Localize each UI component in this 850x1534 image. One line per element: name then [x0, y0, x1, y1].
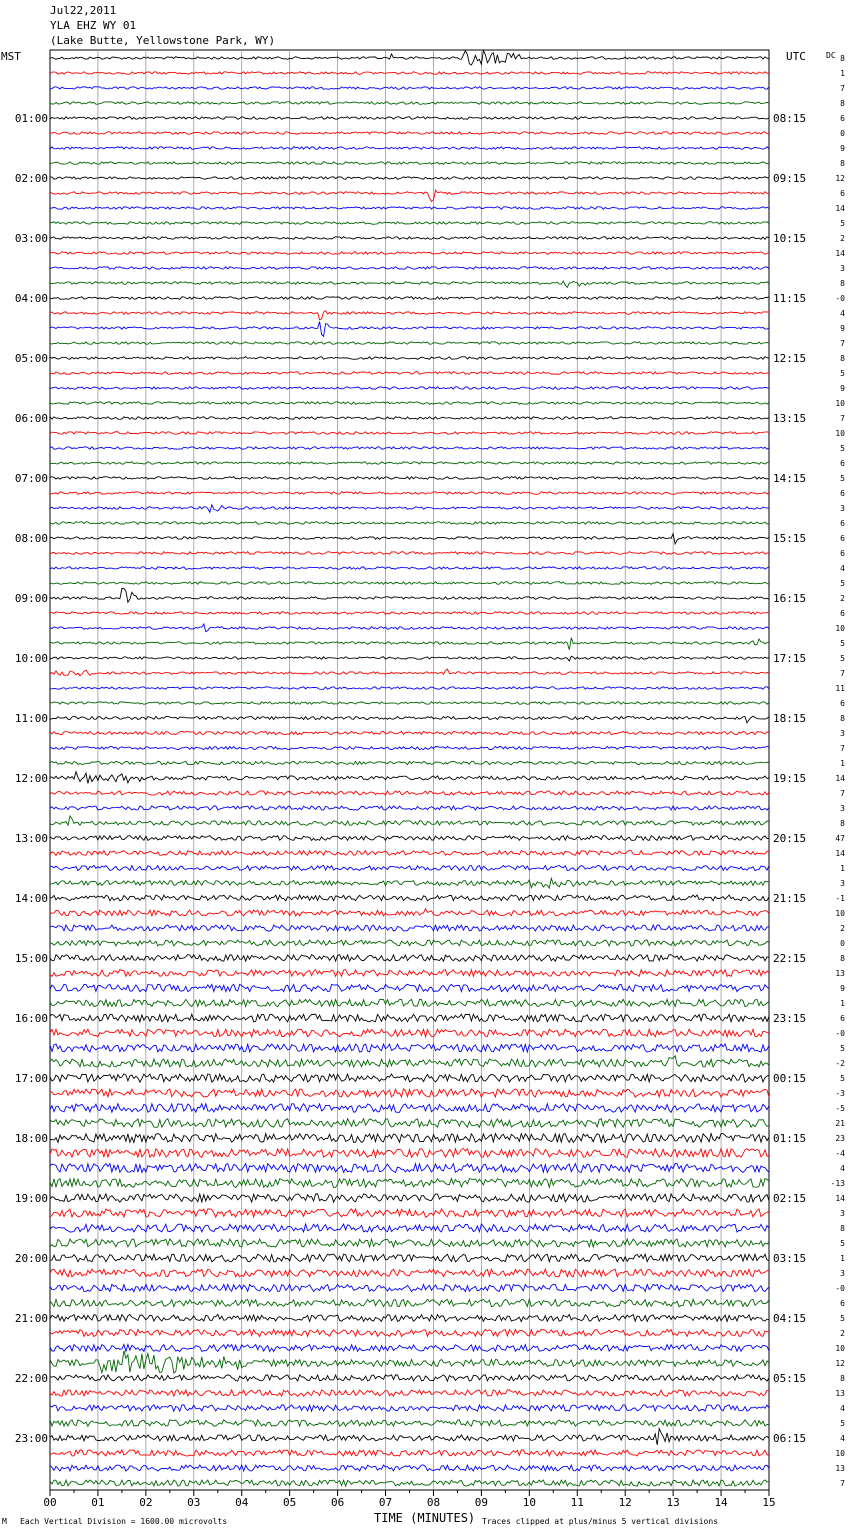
seismic-trace [50, 687, 769, 690]
x-tick-label: 08 [426, 1496, 441, 1509]
utc-hour-label: 05:15 [773, 1372, 807, 1385]
mst-hour-label: 16:00 [14, 1012, 48, 1025]
seismic-trace [50, 582, 769, 585]
dc-offset-label: 4 [840, 1404, 845, 1413]
corner-mark: M [2, 1517, 7, 1526]
seismic-trace [50, 1351, 769, 1373]
seismic-trace [50, 955, 769, 962]
dc-offset-label: 5 [840, 1239, 845, 1248]
seismic-trace [50, 791, 769, 795]
dc-offset-label: 8 [840, 54, 845, 63]
scale-note: Each Vertical Division = 1600.00 microvolts [20, 1517, 228, 1526]
dc-offset-label: 1 [840, 1254, 845, 1263]
dc-offset-label: 5 [840, 1419, 845, 1428]
dc-offset-label: 7 [840, 84, 845, 93]
dc-offset-label: 10 [835, 1344, 845, 1353]
x-tick-label: 01 [91, 1496, 105, 1509]
utc-hour-label: 03:15 [773, 1252, 807, 1265]
seismic-trace [50, 1345, 769, 1352]
dc-offset-label: 4 [840, 309, 845, 318]
seismic-trace [50, 222, 769, 225]
mst-hour-label: 01:00 [14, 112, 48, 125]
dc-offset-label: 1 [840, 999, 845, 1008]
dc-offset-label: 9 [840, 984, 845, 993]
seismic-trace [50, 117, 769, 120]
dc-offset-label: 8 [840, 159, 845, 168]
utc-hour-label: 06:15 [773, 1432, 807, 1445]
dc-offset-label: 0 [840, 939, 845, 948]
dc-offset-label: 6 [840, 534, 845, 543]
mst-hour-label: 21:00 [14, 1312, 48, 1325]
x-tick-label: 12 [618, 1496, 632, 1509]
mst-hour-label: 02:00 [14, 172, 48, 185]
dc-offset-label: 10 [835, 909, 845, 918]
mst-hour-label: 13:00 [14, 832, 48, 845]
x-tick-label: 00 [43, 1496, 57, 1509]
dc-offset-label: 9 [840, 384, 845, 393]
utc-hour-label: 13:15 [773, 412, 807, 425]
mst-hour-label: 11:00 [14, 712, 48, 725]
seismic-trace [50, 612, 769, 615]
seismic-trace [50, 1480, 769, 1486]
seismic-trace [50, 702, 769, 705]
dc-offset-label: 6 [840, 189, 845, 198]
dc-offset-label: 3 [840, 804, 845, 813]
seismic-trace [50, 909, 769, 916]
mst-hour-label: 07:00 [14, 472, 48, 485]
mst-hour-label: 10:00 [14, 652, 48, 665]
utc-hour-label: 01:15 [773, 1132, 807, 1145]
seismic-trace [50, 1149, 769, 1158]
dc-offset-label: 1 [840, 864, 845, 873]
seismic-trace [50, 342, 769, 345]
dc-offset-label: 6 [840, 519, 845, 528]
dc-offset-label: 3 [840, 1269, 845, 1278]
dc-offset-label: 6 [840, 114, 845, 123]
seismic-trace [50, 1014, 769, 1022]
dc-offset-label: 2 [840, 234, 845, 243]
seismic-trace [50, 716, 769, 723]
dc-offset-label: 5 [840, 654, 845, 663]
seismic-trace [50, 147, 769, 150]
seismic-trace [50, 177, 769, 180]
utc-hour-label: 09:15 [773, 172, 807, 185]
seismic-trace [50, 1299, 769, 1306]
dc-offset-label: 8 [840, 1374, 845, 1383]
dc-offset-label: 14 [835, 204, 845, 213]
seismic-trace [50, 816, 769, 825]
seismic-trace [50, 505, 769, 513]
seismic-trace [50, 731, 769, 734]
seismic-trace [50, 1429, 769, 1445]
seismic-trace [50, 1239, 769, 1247]
seismic-trace [50, 1164, 769, 1173]
mst-hour-label: 15:00 [14, 952, 48, 965]
dc-offset-label: 6 [840, 489, 845, 498]
utc-hour-label: 19:15 [773, 772, 807, 785]
utc-hour-label: 22:15 [773, 952, 807, 965]
dc-offset-label: 47 [835, 834, 845, 843]
mst-hour-label: 22:00 [14, 1372, 48, 1385]
dc-offset-label: 11 [835, 684, 845, 693]
seismic-trace [50, 1179, 769, 1188]
dc-offset-label: 3 [840, 264, 845, 273]
dc-offset-label: 5 [840, 1044, 845, 1053]
utc-hour-label: 23:15 [773, 1012, 807, 1025]
dc-offset-label: 5 [840, 219, 845, 228]
dc-offset-label: 7 [840, 789, 845, 798]
seismic-trace [50, 1104, 769, 1113]
seismic-trace [50, 567, 769, 570]
mst-hour-label: 18:00 [14, 1132, 48, 1145]
seismic-trace [50, 417, 769, 420]
dc-offset-label: 12 [835, 1359, 845, 1368]
seismic-trace [50, 1284, 769, 1291]
dc-offset-label: 7 [840, 339, 845, 348]
dc-offset-label: 5 [840, 444, 845, 453]
dc-offset-label: 3 [840, 879, 845, 888]
seismic-trace [50, 447, 769, 450]
mst-hour-label: 04:00 [14, 292, 48, 305]
seismic-trace [50, 806, 769, 810]
plot-frame [50, 50, 769, 1490]
utc-hour-label: 16:15 [773, 592, 807, 605]
dc-offset-label: 2 [840, 1329, 845, 1338]
seismic-trace [50, 1209, 769, 1217]
x-tick-label: 02 [139, 1496, 153, 1509]
seismic-trace [50, 322, 769, 337]
seismic-trace [50, 1465, 769, 1471]
dc-offset-label: 3 [840, 504, 845, 513]
dc-offset-label: 9 [840, 324, 845, 333]
seismic-trace [50, 534, 769, 544]
dc-offset-label: 14 [835, 249, 845, 258]
seismic-trace [50, 746, 769, 749]
utc-hour-label: 17:15 [773, 652, 807, 665]
dc-offset-label: 14 [835, 774, 845, 783]
dc-offset-label: 5 [840, 1314, 845, 1323]
dc-offset-label: -0 [835, 294, 845, 303]
seismic-trace [50, 1450, 769, 1456]
seismic-trace [50, 656, 769, 661]
dc-offset-label: 6 [840, 699, 845, 708]
mst-hour-label: 23:00 [14, 1432, 48, 1445]
seismic-trace [50, 1390, 769, 1396]
x-tick-label: 09 [474, 1496, 489, 1509]
seismic-trace [50, 940, 769, 946]
utc-hour-label: 15:15 [773, 532, 807, 545]
seismic-trace [50, 552, 769, 555]
dc-offset-label: 10 [835, 399, 845, 408]
seismic-trace [50, 1119, 769, 1128]
mst-hour-label: 14:00 [14, 892, 48, 905]
utc-hour-label: 21:15 [773, 892, 807, 905]
dc-offset-label: 7 [840, 1479, 845, 1488]
seismic-trace [50, 1044, 769, 1052]
seismic-trace [50, 477, 769, 480]
dc-offset-label: 23 [835, 1134, 845, 1143]
seismic-trace [50, 1029, 769, 1037]
dc-offset-label: 21 [835, 1119, 845, 1128]
mst-hour-label: 03:00 [14, 232, 48, 245]
dc-offset-label: 4 [840, 564, 845, 573]
utc-hour-label: 18:15 [773, 712, 807, 725]
utc-hour-label: 02:15 [773, 1192, 807, 1205]
seismic-trace [50, 624, 769, 632]
seismic-trace [50, 1375, 769, 1381]
x-tick-label: 05 [283, 1496, 297, 1509]
seismic-trace [50, 462, 769, 465]
dc-offset-label: 6 [840, 549, 845, 558]
dc-offset-label: 8 [840, 279, 845, 288]
dc-offset-label: -5 [835, 1104, 845, 1113]
seismic-trace [50, 72, 769, 75]
dc-offset-label: 10 [835, 624, 845, 633]
seismic-trace [50, 281, 769, 287]
seismic-trace [50, 132, 769, 135]
seismic-trace [50, 878, 769, 888]
dc-offset-label: -0 [835, 1029, 845, 1038]
dc-offset-label: -1 [835, 894, 845, 903]
seismic-trace [50, 237, 769, 240]
seismic-trace [50, 851, 769, 856]
dc-offset-label: 8 [840, 714, 845, 723]
mst-hour-label: 12:00 [14, 772, 48, 785]
seismic-trace [50, 589, 769, 603]
seismic-trace [50, 999, 769, 1006]
seismic-trace [50, 357, 769, 360]
x-tick-label: 15 [762, 1496, 776, 1509]
seismic-trace [50, 984, 769, 991]
dc-offset-label: 0 [840, 129, 845, 138]
x-tick-label: 11 [570, 1496, 584, 1509]
seismic-trace [50, 387, 769, 390]
x-tick-label: 07 [378, 1496, 393, 1509]
mst-hour-label: 08:00 [14, 532, 48, 545]
dc-offset-label: 12 [835, 174, 845, 183]
mst-hour-label: 06:00 [14, 412, 48, 425]
right-timezone-label: UTC [786, 50, 806, 63]
dc-offset-label: 14 [835, 1194, 845, 1203]
seismic-trace [50, 1269, 769, 1277]
seismic-trace [50, 761, 769, 764]
seismic-trace [50, 836, 769, 841]
dc-offset-label: 2 [840, 594, 845, 603]
dc-offset-label: 2 [840, 924, 845, 933]
seismic-trace [50, 970, 769, 977]
mst-hour-label: 20:00 [14, 1252, 48, 1265]
dc-offset-label: 3 [840, 729, 845, 738]
seismic-trace [50, 87, 769, 90]
dc-offset-label: 5 [840, 474, 845, 483]
x-tick-label: 13 [666, 1496, 680, 1509]
x-tick-label: 03 [187, 1496, 201, 1509]
utc-hour-label: 00:15 [773, 1072, 807, 1085]
seismic-trace [50, 1194, 769, 1202]
seismic-trace [50, 669, 769, 676]
dc-offset-label: 9 [840, 144, 845, 153]
dc-offset-label: 14 [835, 849, 845, 858]
seismic-trace [50, 1056, 769, 1067]
seismic-trace [50, 252, 769, 255]
utc-hour-label: 12:15 [773, 352, 807, 365]
dc-offset-label: 7 [840, 744, 845, 753]
dc-offset-label: 8 [840, 954, 845, 963]
dc-offset-label: 3 [840, 1209, 845, 1218]
dc-offset-label: 8 [840, 354, 845, 363]
utc-hour-label: 04:15 [773, 1312, 807, 1325]
dc-offset-label: 4 [840, 1434, 845, 1443]
seismic-trace [50, 372, 769, 375]
dc-offset-label: 7 [840, 669, 845, 678]
seismic-trace [50, 102, 769, 105]
seismic-trace [50, 267, 769, 270]
seismic-trace [50, 522, 769, 525]
seismic-trace [50, 1224, 769, 1232]
dc-offset-label: 6 [840, 609, 845, 618]
x-tick-label: 06 [330, 1496, 345, 1509]
x-tick-label: 10 [522, 1496, 536, 1509]
mst-hour-label: 17:00 [14, 1072, 48, 1085]
clip-note: Traces clipped at plus/minus 5 vertical divisions [482, 1517, 719, 1526]
seismic-trace [50, 638, 769, 650]
seismic-trace [50, 865, 769, 870]
x-tick-label: 14 [714, 1496, 728, 1509]
utc-hour-label: 10:15 [773, 232, 807, 245]
utc-hour-label: 08:15 [773, 112, 807, 125]
dc-offset-label: 13 [835, 969, 845, 978]
dc-offset-label: 6 [840, 1014, 845, 1023]
dc-offset-label: -0 [835, 1284, 845, 1293]
dc-offset-label: 1 [840, 759, 845, 768]
dc-offset-label: 8 [840, 99, 845, 108]
dc-offset-label: -13 [830, 1179, 845, 1188]
seismic-trace [50, 895, 769, 901]
seismic-trace [50, 1330, 769, 1337]
seismic-trace [50, 1420, 769, 1426]
dc-offset-label: 8 [840, 819, 845, 828]
seismic-trace [50, 1074, 769, 1082]
dc-offset-label: 6 [840, 1299, 845, 1308]
dc-label: DC [826, 51, 836, 60]
seismic-trace [50, 1134, 769, 1143]
seismic-trace [50, 925, 769, 931]
dc-offset-label: 10 [835, 1449, 845, 1458]
dc-offset-label: 6 [840, 459, 845, 468]
seismic-trace [50, 1254, 769, 1262]
dc-offset-label: 5 [840, 1074, 845, 1083]
seismic-trace [50, 772, 769, 784]
dc-offset-label: 10 [835, 429, 845, 438]
seismic-trace [50, 50, 769, 65]
mst-hour-label: 05:00 [14, 352, 48, 365]
dc-offset-label: 13 [835, 1464, 845, 1473]
date-label: Jul22,2011 [50, 4, 117, 17]
utc-hour-label: 14:15 [773, 472, 807, 485]
seismic-trace [50, 1315, 769, 1322]
dc-offset-label: -4 [835, 1149, 845, 1158]
dc-offset-label: 1 [840, 69, 845, 78]
utc-hour-label: 11:15 [773, 292, 807, 305]
seismic-trace [50, 297, 769, 300]
seismic-trace [50, 207, 769, 210]
seismic-trace [50, 1405, 769, 1411]
seismic-trace [50, 162, 769, 165]
seismic-trace [50, 492, 769, 495]
location-label: (Lake Butte, Yellowstone Park, WY) [50, 34, 276, 47]
seismic-trace [50, 432, 769, 435]
dc-offset-label: 5 [840, 639, 845, 648]
mst-hour-label: 19:00 [14, 1192, 48, 1205]
seismic-trace [50, 1089, 769, 1097]
station-label: YLA EHZ WY 01 [50, 19, 137, 32]
x-axis-label: TIME (MINUTES) [374, 1511, 476, 1525]
seismic-trace [50, 402, 769, 405]
dc-offset-label: 5 [840, 369, 845, 378]
utc-hour-label: 20:15 [773, 832, 807, 845]
mst-hour-label: 09:00 [14, 592, 48, 605]
dc-offset-label: -2 [835, 1059, 845, 1068]
dc-offset-label: 7 [840, 414, 845, 423]
dc-offset-label: -3 [835, 1089, 845, 1098]
dc-offset-label: 8 [840, 1224, 845, 1233]
seismic-trace [50, 190, 769, 202]
dc-offset-label: 5 [840, 579, 845, 588]
dc-offset-label: 13 [835, 1389, 845, 1398]
x-tick-label: 04 [235, 1496, 249, 1509]
dc-offset-label: 4 [840, 1164, 845, 1173]
left-timezone-label: MST [1, 50, 21, 63]
seismic-trace [50, 311, 769, 320]
